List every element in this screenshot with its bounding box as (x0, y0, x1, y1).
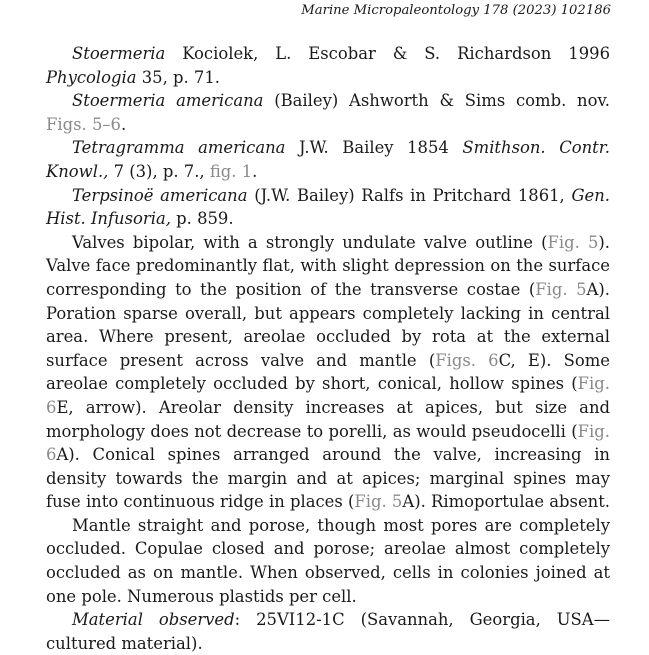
text-run: A). Rimoportulae absent. (402, 492, 610, 512)
text-run: ). Valve face predominantly flat, with slight depression on the surface corresponding to the position of the transverse costae ( (46, 232, 610, 299)
text-run: . (252, 161, 258, 181)
figure-reference-link[interactable]: Fig. 6 (46, 421, 610, 465)
text-run: A). Conical spines arranged around the valve, increasing in density towards the margin and at apices; marginal spines may fuse into continuous ridge in places ( (46, 445, 610, 512)
text-run: Mantle straight and porose, though most pores are completely occluded. Copulae closed and porose; areolae almost completely occluded as on mantle. When observed, cells in colonies joined at one pole. Numerous plastids per cell. (46, 515, 610, 606)
italic-text: Terpsinoë americana (72, 185, 248, 205)
paragraph-synonym-2 (46, 184, 610, 231)
text-run: A). Poration sparse overall, but appears completely lacking in central area. Where present, areolae occluded by rota at the external surface present across valve and mantle ( (46, 279, 610, 370)
figure-reference-link[interactable]: Fig. 5 (354, 492, 403, 512)
italic-text: Stoermeria (72, 44, 166, 63)
paragraph-material (46, 608, 610, 655)
paragraph-species (46, 89, 610, 136)
text-run: (J.W. Bailey) Ralfs in Pritchard 1861, (247, 185, 572, 205)
italic-text: Phycologia (46, 67, 137, 87)
paragraph-synonym-1 (46, 136, 610, 183)
italic-text: Material observed (72, 610, 235, 630)
text-run: (Bailey) Ashworth & Sims comb. nov. (263, 91, 610, 111)
figure-reference-link[interactable]: Figs. 5–6 (46, 114, 121, 134)
text-run: Kociolek, L. Escobar & S. Richardson 1996 (165, 44, 610, 63)
paragraph-description-mantle (46, 514, 610, 608)
paragraph-genus (46, 42, 610, 89)
text-run: Valves bipolar, with a strongly undulate valve outline ( (72, 232, 548, 252)
figure-reference-link[interactable]: Fig. 5 (535, 279, 587, 299)
text-run: p. 859. (170, 209, 234, 229)
figure-reference-link[interactable]: Figs. 6 (435, 350, 499, 370)
figure-reference-link[interactable]: fig. 1 (209, 161, 253, 181)
italic-text: Gen. Hist. Infusoria, (46, 185, 610, 229)
body-text-column (46, 42, 610, 655)
running-head: Marine Micropaleontology 178 (2023) 102186 (301, 3, 611, 18)
italic-text: Stoermeria americana (72, 91, 264, 111)
figure-reference-link[interactable]: Fig. 6 (46, 374, 610, 417)
italic-text: Smithson. Contr. Knowl., (46, 138, 610, 181)
italic-text: Tetragramma americana (72, 138, 286, 158)
text-run: : 25VI12-1C (Savannah, Georgia, USA—cultured material). (46, 610, 610, 653)
text-run: E, arrow). Areolar density increases at apices, but size and morphology does not decrease to porelli, as would pseudocelli ( (46, 397, 610, 441)
text-run: J.W. Bailey 1854 (285, 138, 463, 158)
text-run: 7 (3), p. 7., (108, 161, 210, 181)
paragraph-description-valves (46, 231, 610, 514)
figure-reference-link[interactable]: Fig. 5 (547, 232, 599, 252)
text-run: 35, p. 71. (136, 67, 220, 87)
text-run: C, E). Some areolae completely occluded by short, conical, hollow spines ( (46, 350, 610, 394)
text-run: . (121, 114, 127, 134)
